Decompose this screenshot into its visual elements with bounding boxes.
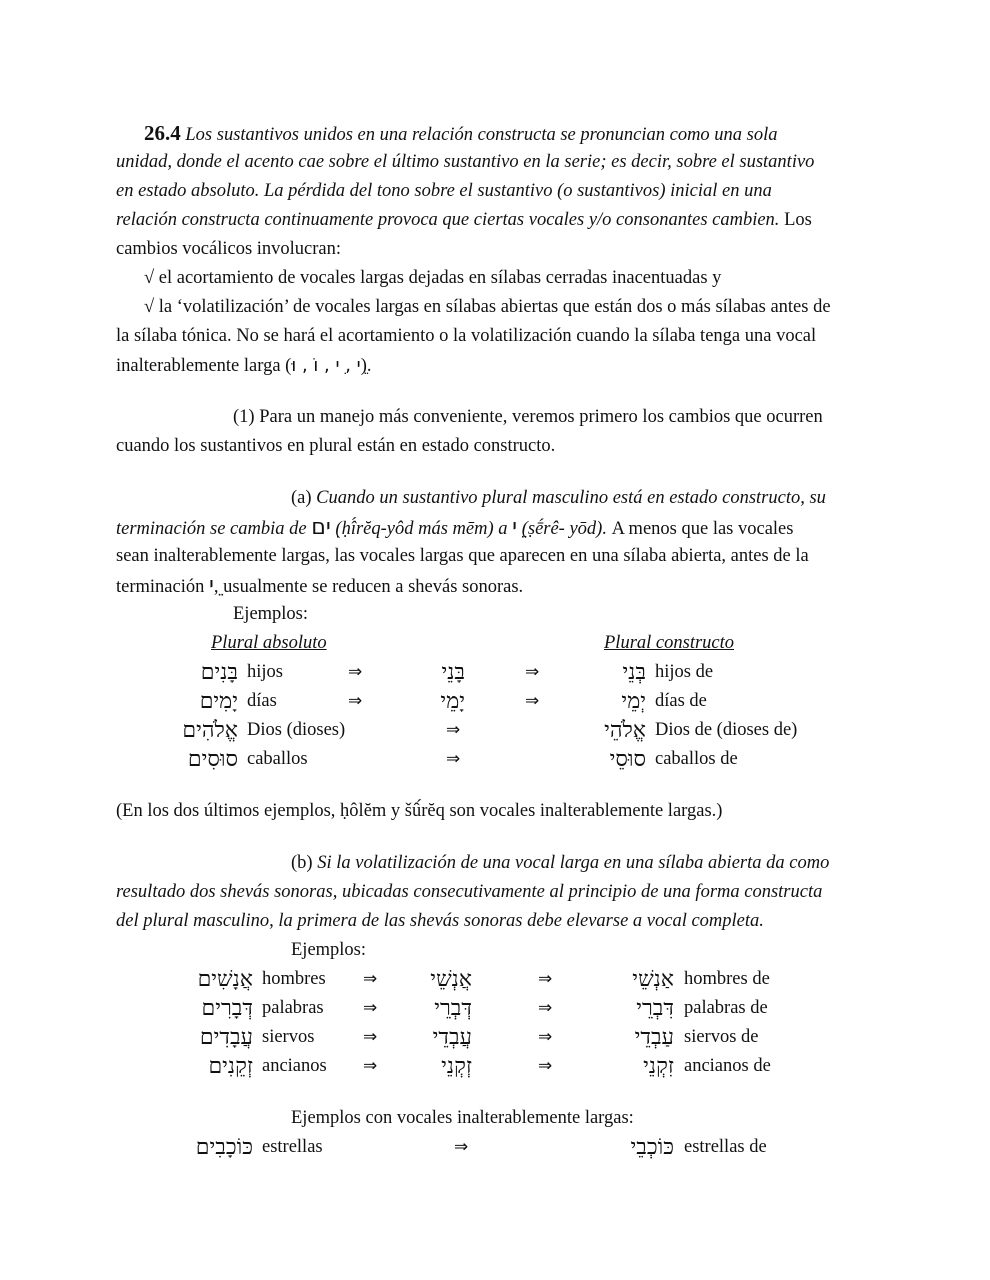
point-a-line3: sean inalterablemente largas, las vocales largas que aparecen en una sílaba abierta, antes de la [116,546,809,566]
es-construct: hombres de [684,969,770,989]
arrow-icon: ⇒ [525,691,540,711]
point-a-line2-pre: terminación se cambia de [116,519,307,539]
es-absolute: días [247,691,277,711]
point-a-line4-pre: terminación [116,577,205,597]
intro-italic-3: en estado absoluto. La pérdida del tono sobre el sustantivo (o sustantivos) inicial en una [116,181,772,201]
es-absolute: siervos [262,1027,315,1047]
heb-absolute: אֲנָשִׁים [197,967,253,992]
bullet-1: √ el acortamiento de vocales largas dejadas en sílabas cerradas inacentuadas y [144,268,722,288]
bullet-2-end [116,351,371,381]
es-absolute: hombres [262,969,326,989]
vowel-list: ֵי , ִי , וֹ , וּ [291,355,361,376]
es-construct: siervos de [684,1027,759,1047]
point-a-line4-post: , usualmente se reducen a shevás sonoras. [213,577,524,597]
heb-absolute: סוּסִים [187,747,238,772]
es-construct: caballos de [655,749,738,769]
heb-construct: כּוֹכְבֵי [630,1135,674,1160]
bullet-2: √ la ‘volatilización’ de vocales largas en sílabas abiertas que están dos o más sílabas antes de [144,297,831,317]
point-a-line2-mid: (ḥî́rĕq-yôd más mēm) a [335,519,508,539]
point1-line1: (1) Para un manejo más conveniente, veremos primero los cambios que ocurren [233,407,823,427]
heb-construct: יְמֵי [621,689,646,714]
intro-line-4 [116,206,812,235]
bullet-2-end-suffix: ). [360,356,372,376]
heb-construct: אֱלֹהֵי [604,718,646,743]
heb-intermediate: זְקְנֵי [441,1054,472,1079]
point-b-italic-2: resultado dos shevás sonoras, ubicadas consecutivamente al principio de una forma constructa [116,882,823,902]
point-b-examples2-label: Ejemplos con vocales inalterablemente largas: [291,1108,634,1128]
heb-intermediate: דְּבְרֵי [434,996,472,1021]
point-a-line2-paren: (ṣḗrê- yōd). [521,519,607,539]
heb-construct: זִקְנֵי [643,1054,674,1079]
ending-im: ִים [311,515,331,540]
arrow-icon: ⇒ [446,749,461,769]
arrow-icon: ⇒ [363,1056,378,1076]
point-a-note: (En los dos últimos ejemplos, ḥôlĕm y šû́rĕq son vocales inalterablemente largas.) [116,801,723,821]
arrow-icon: ⇒ [538,998,553,1018]
heb-construct: אַנְשֵׁי [632,967,674,992]
header-plural-constructo: Plural constructo [604,633,735,653]
bullet-2-cont: la sílaba tónica. No se hará el acortamiento o la volatilización cuando la sílaba tenga una vocal [116,326,817,346]
arrow-icon: ⇒ [363,1027,378,1047]
arrow-icon: ⇒ [525,662,540,682]
point-a-italic-1: Cuando un sustantivo plural masculino está en estado constructo, su [316,488,826,508]
arrow-icon: ⇒ [348,662,363,682]
heb-absolute: בָּנִים [200,660,238,685]
arrow-icon: ⇒ [363,969,378,989]
point-b-label: (b) [291,853,313,873]
ending-ey-2: ֵי [208,573,214,598]
es-construct: palabras de [684,998,768,1018]
es-absolute: caballos [247,749,308,769]
heb-intermediate: בָּנֵי [441,660,465,685]
intro-line-5: cambios vocálicos involucran: [116,239,342,259]
heb-absolute: עֲבָדִים [199,1025,253,1050]
intro-italic-1: Los sustantivos unidos en una relación constructa se pronuncian como una sola [185,125,778,145]
bullet-2-end-prefix: inalterablemente larga ( [116,356,292,376]
point-a-line2-tail: A menos que las vocales [611,519,794,539]
heb-construct: בְּנֵי [622,660,646,685]
heb-construct: דִּבְרֵי [636,996,674,1021]
es-construct: días de [655,691,707,711]
point-a-examples-label: Ejemplos: [233,604,309,624]
es-construct: Dios de (dioses de) [655,720,798,740]
point-b-italic-3: del plural masculino, la primera de las shevás sonoras debe elevarse a vocal completa. [116,911,764,931]
arrow-icon: ⇒ [454,1137,469,1157]
intro-tail: Los [784,210,812,230]
point-a-label: (a) [291,488,312,508]
arrow-icon: ⇒ [348,691,363,711]
heb-absolute: אֱלֹהִים [182,718,238,743]
point1-line2: cuando los sustantivos en plural están en estado constructo. [116,436,556,456]
heb-absolute: זְקֵנִים [208,1054,253,1079]
heb-intermediate: אֲנְשֵׁי [430,967,472,992]
arrow-icon: ⇒ [363,998,378,1018]
heb-absolute: דְּבָרִים [201,996,253,1021]
heb-intermediate: עֲבְדֵי [432,1025,472,1050]
intro-italic-4: relación constructa continuamente provoca que ciertas vocales y/o consonantes cambien. [116,210,780,230]
section-line-1 [116,119,778,150]
point-b-italic-1: Si la volatilización de una vocal larga en una sílaba abierta da como [317,853,830,873]
es-absolute: Dios (dioses) [247,720,346,740]
ending-ey: ֵי [512,515,518,540]
point-a-line4 [116,571,523,602]
es-absolute: ancianos [262,1056,327,1076]
section-number: 26.4 [144,121,181,145]
es-construct: ancianos de [684,1056,771,1076]
es-construct: hijos de [655,662,714,682]
es-absolute: estrellas [262,1137,323,1157]
heb-intermediate: יָמֵי [440,689,465,714]
point-a-line2 [116,513,793,544]
heb-absolute: כּוֹכָבִים [195,1135,253,1160]
point-b-examples-label: Ejemplos: [291,940,367,960]
heb-construct: עַבְדֵי [634,1025,674,1050]
arrow-icon: ⇒ [538,969,553,989]
arrow-icon: ⇒ [538,1056,553,1076]
arrow-icon: ⇒ [538,1027,553,1047]
intro-italic-2: unidad, donde el acento cae sobre el último sustantivo en la serie; es decir, sobre el sustantivo [116,152,815,172]
es-absolute: palabras [262,998,324,1018]
arrow-icon: ⇒ [446,720,461,740]
heb-construct: סוּסֵי [609,747,646,772]
header-plural-absoluto: Plural absoluto [211,633,327,653]
heb-absolute: יָמִים [199,689,238,714]
es-construct: estrellas de [684,1137,767,1157]
es-absolute: hijos [247,662,283,682]
point-b-line1 [291,849,829,878]
point-a-line1 [291,484,826,513]
